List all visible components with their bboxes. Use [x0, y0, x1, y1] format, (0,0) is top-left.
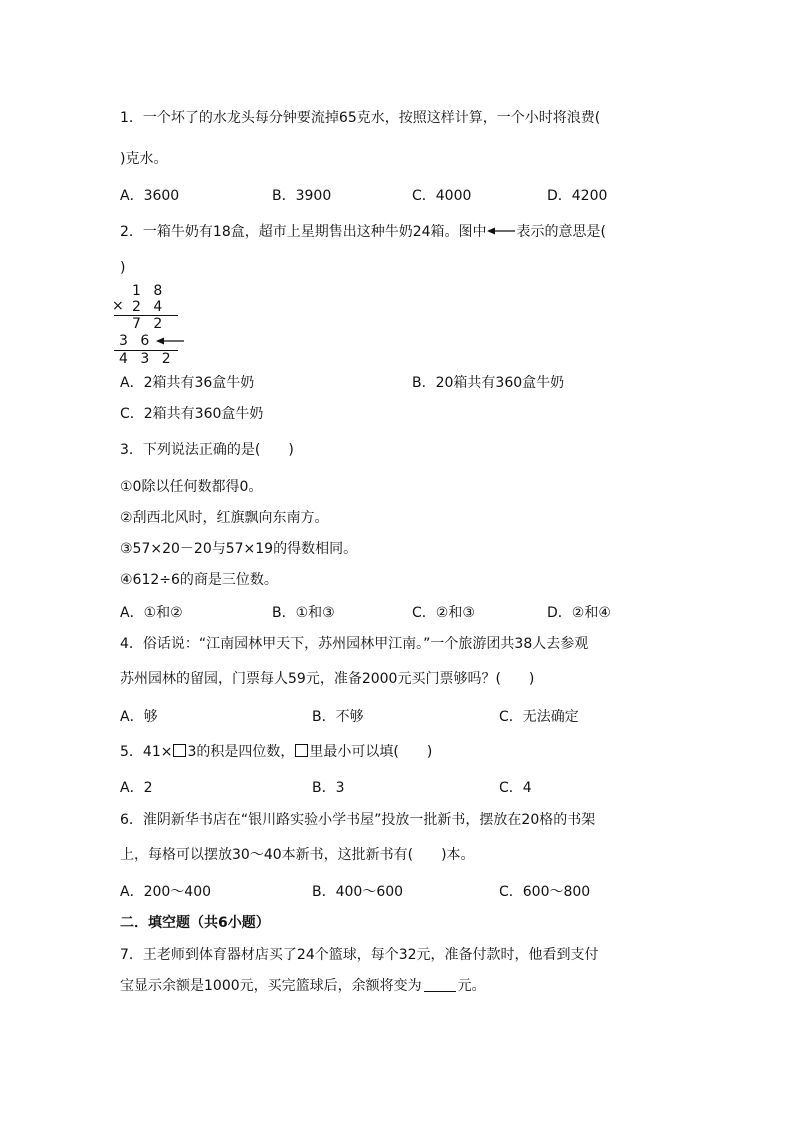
calc-product: 4 3 2	[119, 351, 175, 367]
q3-statement-3: ③57×20－20与57×19的得数相同。	[120, 541, 358, 557]
q2-option-c[interactable]: C．2箱共有360盒牛奶	[120, 406, 264, 422]
q3-statement-1: ①0除以任何数都得0。	[120, 479, 263, 495]
q2-stem-line2: )	[120, 260, 126, 276]
q3-option-c[interactable]: C．②和③	[412, 605, 475, 621]
q6-stem-line1: 6．淮阴新华书店在“银川路实验小学书屋”投放一批新书，摆放在20格的书架	[120, 812, 596, 828]
q1-option-d[interactable]: D．4200	[547, 188, 608, 204]
q4-option-b[interactable]: B．不够	[312, 709, 364, 725]
q4-option-c[interactable]: C．无法确定	[499, 709, 579, 725]
q3-option-d[interactable]: D．②和④	[547, 605, 611, 621]
q5-stem-pre: 5．41×	[120, 744, 173, 760]
q2-stem-post: 表示的意思是(	[516, 224, 607, 240]
q1-option-a[interactable]: A．3600	[120, 188, 180, 204]
q5-stem	[120, 743, 432, 761]
q7-stem-line2	[120, 977, 486, 995]
q2-option-b[interactable]: B．20箱共有360盒牛奶	[412, 375, 565, 391]
calc-times-sign: ×	[112, 298, 124, 314]
q3-option-b[interactable]: B．①和③	[272, 605, 335, 621]
q1-option-b[interactable]: B．3900	[272, 188, 332, 204]
q2-stem-line1	[120, 223, 606, 241]
q2-stem-pre: 2．一箱牛奶有18盒，超市上星期售出这种牛奶24箱。图中	[120, 224, 487, 240]
q6-option-b[interactable]: B．400～600	[312, 884, 404, 900]
q7-stem-post: 元。	[457, 978, 486, 994]
q4-option-a[interactable]: A．够	[120, 709, 158, 725]
q3-stem: 3．下列说法正确的是( )	[120, 442, 294, 458]
q2-option-a[interactable]: A．2箱共有36盒牛奶	[120, 375, 255, 391]
q5-option-a[interactable]: A．2	[120, 780, 153, 796]
calc-partial-1: 7 2	[132, 316, 167, 332]
blank-square-icon	[173, 744, 186, 757]
q7-stem-line1: 7．王老师到体育器材店买了24个篮球，每个32元，准备付款时，他看到支付	[120, 947, 599, 963]
calc-multiplier: 2 4	[132, 299, 167, 315]
q7-stem-pre: 宝显示余额是1000元，买完篮球后，余额将变为	[120, 978, 422, 994]
q1-option-c[interactable]: C．4000	[412, 188, 472, 204]
left-arrow-icon	[156, 336, 184, 346]
vertical-multiplication	[112, 283, 202, 368]
q6-stem-line2: 上，每格可以摆放30～40本新书，这批新书有( )本。	[120, 847, 475, 863]
q6-option-a[interactable]: A．200～400	[120, 884, 212, 900]
calc-multiplicand: 1 8	[132, 283, 167, 299]
q1-stem-line1: 1．一个坏了的水龙头每分钟要流掉65克水，按照这样计算，一个小时将浪费(	[120, 110, 601, 126]
q4-stem-line2: 苏州园林的留园，门票每人59元，准备2000元买门票够吗？( )	[120, 671, 535, 687]
q5-option-c[interactable]: C．4	[499, 780, 532, 796]
blank-square-icon	[295, 744, 308, 757]
section-title: 二．填空题（共6小题）	[120, 915, 270, 931]
left-arrow-icon	[487, 223, 517, 241]
q5-stem-mid: 3的积是四位数，	[187, 744, 295, 760]
calc-partial-2: 3 6	[119, 333, 154, 349]
q3-statement-2: ②刮西北风时，红旗飘向东南方。	[120, 510, 329, 526]
answer-blank[interactable]	[424, 977, 456, 992]
q3-option-a[interactable]: A．①和②	[120, 605, 183, 621]
q5-stem-post: 里最小可以填( )	[309, 744, 433, 760]
q1-stem-line2: )克水。	[120, 151, 168, 167]
q4-stem-line1: 4．俗话说：“江南园林甲天下，苏州园林甲江南。”一个旅游团共38人去参观	[120, 636, 589, 652]
q3-statement-4: ④612÷6的商是三位数。	[120, 572, 278, 588]
q5-option-b[interactable]: B．3	[312, 780, 345, 796]
q6-option-c[interactable]: C．600～800	[499, 884, 591, 900]
